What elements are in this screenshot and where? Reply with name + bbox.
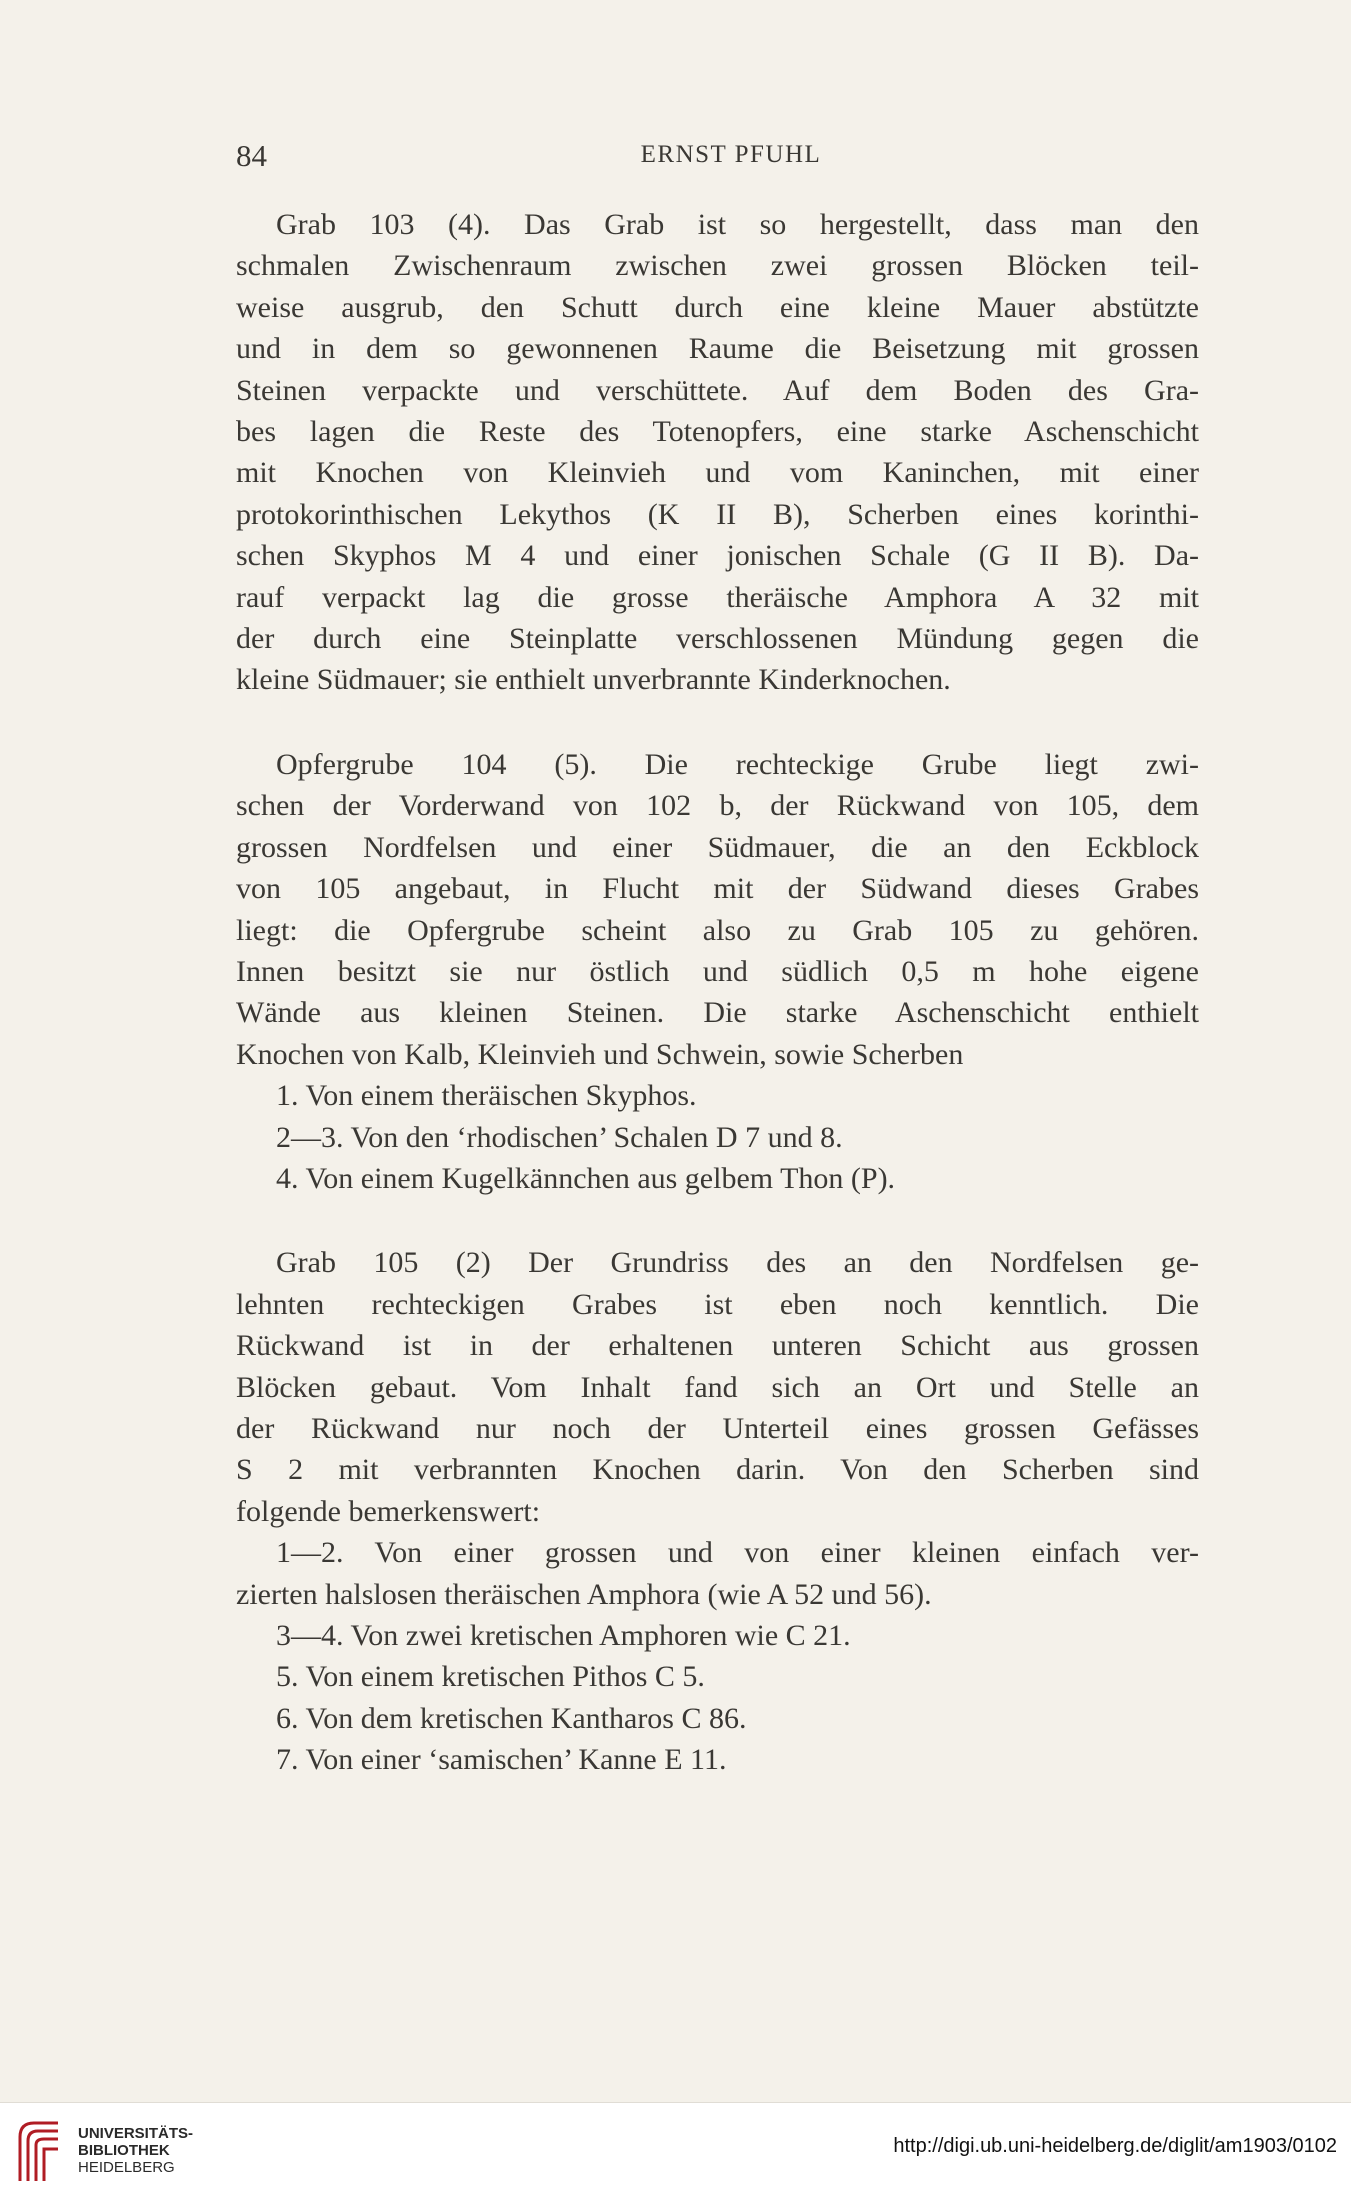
list-item: 1—2. Von einer grossen und von einer kleinen einfach ver- — [276, 1536, 1199, 1570]
library-name — [78, 2125, 193, 2176]
paragraph-grab-105 — [236, 1242, 1199, 1780]
list-item: 6. Von dem kretischen Kantharos C 86. — [276, 1701, 747, 1735]
page-header — [236, 138, 1226, 178]
running-head: ERNST PFUHL — [640, 141, 822, 168]
text-line: weise ausgrub, den Schutt durch eine kleine Mauer abstützte — [236, 290, 1199, 324]
list-item: 2—3. Von den ‘rhodischen’ Schalen D 7 und 8. — [276, 1120, 843, 1154]
library-line: UNIVERSITÄTS- — [78, 2125, 194, 2142]
text-line: lehnten rechteckigen Grabes ist eben noch kenntlich. Die — [236, 1287, 1199, 1321]
text-line: Wände aus kleinen Steinen. Die starke Aschenschicht enthielt — [236, 996, 1199, 1030]
text-line: protokorinthischen Lekythos (K II B), Scherben eines korinthi- — [236, 497, 1199, 531]
text-line: liegt: die Opfergrube scheint also zu Grab 105 zu gehören. — [236, 913, 1199, 947]
text-line: Grab 105 (2) Der Grundriss des an den Nordfelsen ge- — [276, 1246, 1199, 1280]
text-line: kleine Südmauer; sie enthielt unverbrannte Kinderknochen. — [236, 663, 951, 697]
text-line: zierten halslosen theräischen Amphora (wie A 52 und 56). — [236, 1577, 932, 1611]
text-line: mit Knochen von Kleinvieh und vom Kaninchen, mit einer — [236, 456, 1199, 490]
text-line: der durch eine Steinplatte verschlossenen Mündung gegen die — [236, 622, 1199, 656]
text-line: von 105 angebaut, in Flucht mit der Südwand dieses Grabes — [236, 872, 1199, 906]
text-line: Knochen von Kalb, Kleinvieh und Schwein, sowie Scherben — [236, 1037, 964, 1071]
text-line: Blöcken gebaut. Vom Inhalt fand sich an Ort und Stelle an — [236, 1370, 1199, 1404]
list-item: 3—4. Von zwei kretischen Amphoren wie C 21. — [276, 1619, 851, 1652]
text-line: Opfergrube 104 (5). Die rechteckige Grube liegt zwi- — [276, 747, 1199, 781]
list-item: 7. Von einer ‘samischen’ Kanne E 11. — [276, 1743, 727, 1777]
text-line: grossen Nordfelsen und einer Südmauer, die an den Eckblock — [236, 830, 1199, 864]
text-line: folgende bemerkenswert: — [236, 1494, 541, 1528]
list-item: 5. Von einem kretischen Pithos C 5. — [276, 1660, 705, 1694]
source-url[interactable]: http://digi.ub.uni-heidelberg.de/diglit/am1903/0102 — [893, 2135, 1337, 2157]
list-item: 4. Von einem Kugelkännchen aus gelbem Thon (P). — [276, 1161, 896, 1195]
digitization-footer — [0, 2102, 1351, 2208]
text-line: der Rückwand nur noch der Unterteil eines grossen Gefässes — [236, 1411, 1199, 1445]
text-line: schen Skyphos M 4 und einer jonischen Schale (G II B). Da- — [236, 539, 1199, 573]
paragraph-opfergrube-104 — [236, 744, 1199, 1199]
body-text — [236, 204, 1199, 1781]
text-line: Innen besitzt sie nur östlich und südlich 0,5 m hohe eigene — [236, 954, 1199, 988]
page-number: 84 — [236, 138, 267, 173]
text-line: und in dem so gewonnenen Raume die Beisetzung mit grossen — [236, 332, 1199, 366]
text-line: bes lagen die Reste des Totenopfers, eine starke Aschenschicht — [236, 415, 1199, 449]
text-line: Grab 103 (4). Das Grab ist so hergestellt, dass man den — [276, 208, 1199, 241]
text-line: rauf verpackt lag die grosse theräische Amphora A 32 mit — [236, 580, 1199, 614]
list-item: 1. Von einem theräischen Skyphos. — [276, 1079, 697, 1113]
text-line: schmalen Zwischenraum zwischen zwei grossen Blöcken teil- — [236, 249, 1199, 283]
text-line: Steinen verpackte und verschüttete. Auf dem Boden des Gra- — [236, 373, 1199, 407]
paragraph-grab-103 — [236, 204, 1199, 701]
library-line: HEIDELBERG — [78, 2159, 175, 2176]
text-line: S 2 mit verbrannten Knochen darin. Von den Scherben sind — [236, 1453, 1199, 1487]
text-line: schen der Vorderwand von 102 b, der Rückwand von 105, dem — [236, 789, 1199, 823]
library-line: BIBLIOTHEK — [78, 2142, 170, 2159]
text-line: Rückwand ist in der erhaltenen unteren Schicht aus grossen — [236, 1329, 1199, 1363]
library-logo-icon — [14, 2115, 64, 2185]
